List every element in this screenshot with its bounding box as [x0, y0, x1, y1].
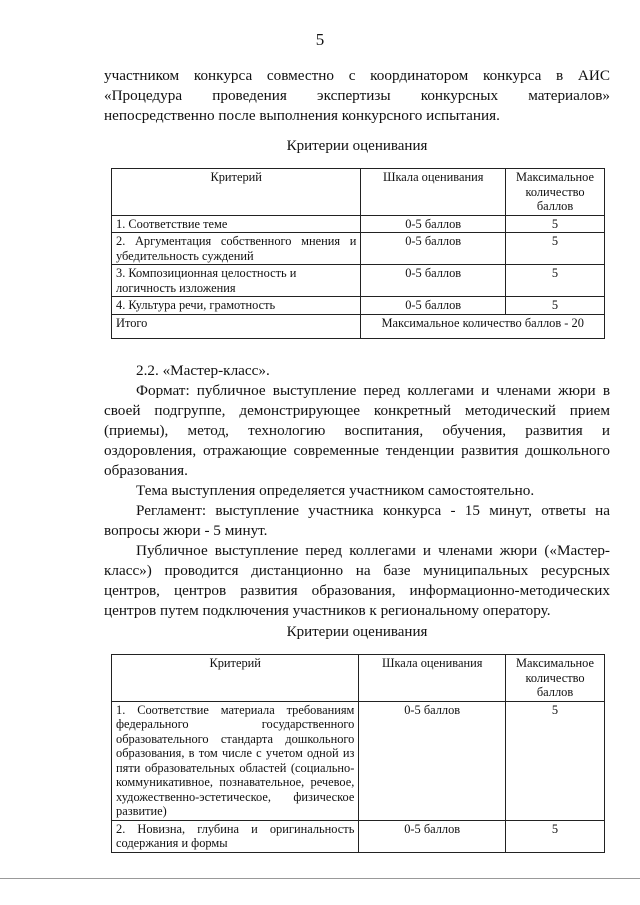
- header-scale: Шкала оценивания: [359, 655, 506, 702]
- header-criterion: Критерий: [112, 655, 359, 702]
- scale-cell: 0-5 баллов: [361, 233, 506, 265]
- scale-cell: 0-5 баллов: [361, 297, 506, 315]
- max-cell: 5: [506, 265, 605, 297]
- total-value: Максимальное количество баллов - 20: [361, 314, 605, 338]
- criterion-cell: 1. Соответствие теме: [112, 215, 361, 233]
- max-cell: 5: [506, 297, 605, 315]
- page-number: 5: [315, 30, 325, 49]
- header-scale: Шкала оценивания: [361, 169, 506, 216]
- table-header-row: [112, 655, 605, 702]
- total-label: Итого: [112, 314, 361, 338]
- page-bottom-edge: [0, 878, 640, 879]
- max-cell: 5: [506, 701, 605, 820]
- intro-line: «Процедура проведения экспертизы конкурсных материалов»: [104, 87, 610, 104]
- table-row: [112, 215, 605, 233]
- table-row: [112, 820, 605, 852]
- intro-line: непосредственно после выполнения конкурсного испытания.: [104, 107, 500, 124]
- remote-paragraph: Публичное выступление перед коллегами и членами жюри («Мастер-класс») проводится дистанционно на базе муниципальных ресурсных центров, центров развития образования, информационно-методических центров путем подключения участников к региональному оператору.: [104, 542, 610, 619]
- max-cell: 5: [506, 233, 605, 265]
- criterion-cell: 2. Новизна, глубина и оригинальность содержания и формы: [112, 820, 359, 852]
- table2-heading: Критерии оценивания: [286, 624, 428, 640]
- table-row: [112, 701, 605, 820]
- table-row: [112, 233, 605, 265]
- criterion-cell: 2. Аргументация собственного мнения и убедительность суждений: [112, 233, 361, 265]
- format-paragraph: Формат: публичное выступление перед коллегами и членами жюри в своей подгруппе, демонстрирующее конкретный методический прием (приемы), метод, технологию воспитания, обучения, развития и оздоровления, отражающие современные тенденции развития дошкольного образования.: [104, 382, 610, 479]
- table-row: [112, 297, 605, 315]
- header-max: Максимальное количество баллов: [506, 655, 605, 702]
- scale-cell: 0-5 баллов: [359, 701, 506, 820]
- max-cell: 5: [506, 820, 605, 852]
- max-cell: 5: [506, 215, 605, 233]
- table-total-row: [112, 314, 605, 338]
- scale-cell: 0-5 баллов: [361, 265, 506, 297]
- header-criterion: Критерий: [112, 169, 361, 216]
- theme-paragraph: Тема выступления определяется участником самостоятельно.: [136, 482, 535, 499]
- header-max: Максимальное количество баллов: [506, 169, 605, 216]
- criteria-table-2: [111, 654, 605, 853]
- criterion-cell: 1. Соответствие материала требованиям федерального государственного образовательного стандарта дошкольного образования, в том числе с учетом одной из пяти образовательных областей (социально-коммуникативное, познавательное, речевое, художественно-эстетическое, физическое развитие): [112, 701, 359, 820]
- intro-paragraph: [104, 66, 610, 126]
- table1-heading: Критерии оценивания: [286, 138, 428, 154]
- section-2-2: [104, 361, 610, 621]
- table-header-row: [112, 169, 605, 216]
- scale-cell: 0-5 баллов: [361, 215, 506, 233]
- section-title: 2.2. «Мастер-класс».: [136, 362, 270, 379]
- criterion-cell: 3. Композиционная целостность и логичность изложения: [112, 265, 361, 297]
- criteria-table-1: [111, 168, 605, 339]
- intro-line: участником конкурса совместно с координатором конкурса в АИС: [104, 67, 610, 84]
- scale-cell: 0-5 баллов: [359, 820, 506, 852]
- regulation-paragraph: Регламент: выступление участника конкурса - 15 минут, ответы на вопросы жюри - 5 минут.: [104, 502, 610, 539]
- criterion-cell: 4. Культура речи, грамотность: [112, 297, 361, 315]
- table-row: [112, 265, 605, 297]
